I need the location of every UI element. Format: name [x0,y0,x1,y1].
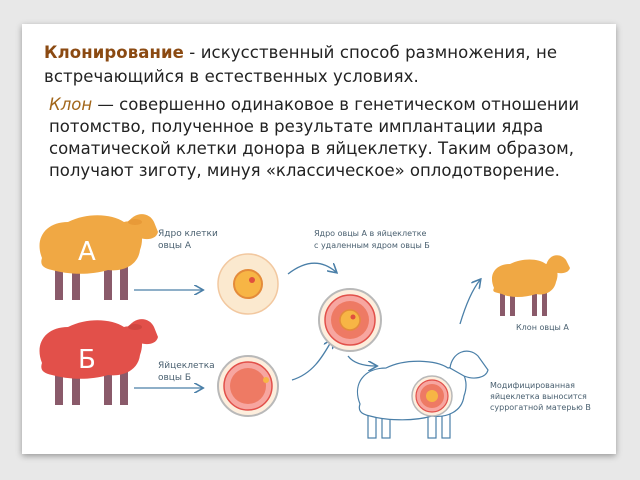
slide [22,24,616,454]
cloning-diagram [22,208,616,454]
clone-term: Клон [49,95,93,114]
modified-label-1: Модифицированная [490,381,575,390]
cloning-term: Клонирование [44,43,184,62]
combined-egg-icon [319,289,381,351]
intro-paragraph [44,41,604,89]
egg-b-label-1: Яйцеклетка [158,361,215,371]
modified-label-3: суррогатной матерью В [490,403,591,412]
sheep-a-icon [40,214,158,300]
arrow-nucleus-to-combined [288,263,336,274]
nucleus-a-label-2: овцы А [158,241,192,251]
sheep-a-letter: А [78,237,96,267]
clone-definition-text: — совершенно одинаковое в генетическом отношении потомство, полученное в результате имплантации ядра соматической клетки донора в яйцеклетку. Таким образом, получают зиготу, минуя «классическое» оплодотворение. [49,95,580,180]
clone-sheep-icon [492,255,570,316]
sheep-b-letter: Б [78,345,96,375]
clone-definition-paragraph [49,94,594,182]
implanted-egg-icon [412,376,452,416]
egg-cell-b-icon [218,356,278,416]
combined-label-1: Ядро овцы А в яйцеклетке [314,229,427,238]
cloning-definition: - искусственный способ размножения, не встречающийся в естественных условиях. [44,43,558,86]
nucleus-a-label-1: Ядро клетки [158,229,218,239]
sheep-b-icon [40,319,158,405]
nucleus-cell-a-icon [218,254,278,314]
arrow-egg-to-combined [292,340,332,380]
modified-label-2: яйцеклетка выносится [490,392,587,401]
arrow-to-clone [460,280,480,324]
egg-b-label-2: овцы Б [158,373,192,383]
clone-label: Клон овцы А [516,323,569,332]
arrow-combined-to-surrogate [348,356,376,366]
combined-label-2: с удаленным ядром овцы Б [314,241,430,250]
